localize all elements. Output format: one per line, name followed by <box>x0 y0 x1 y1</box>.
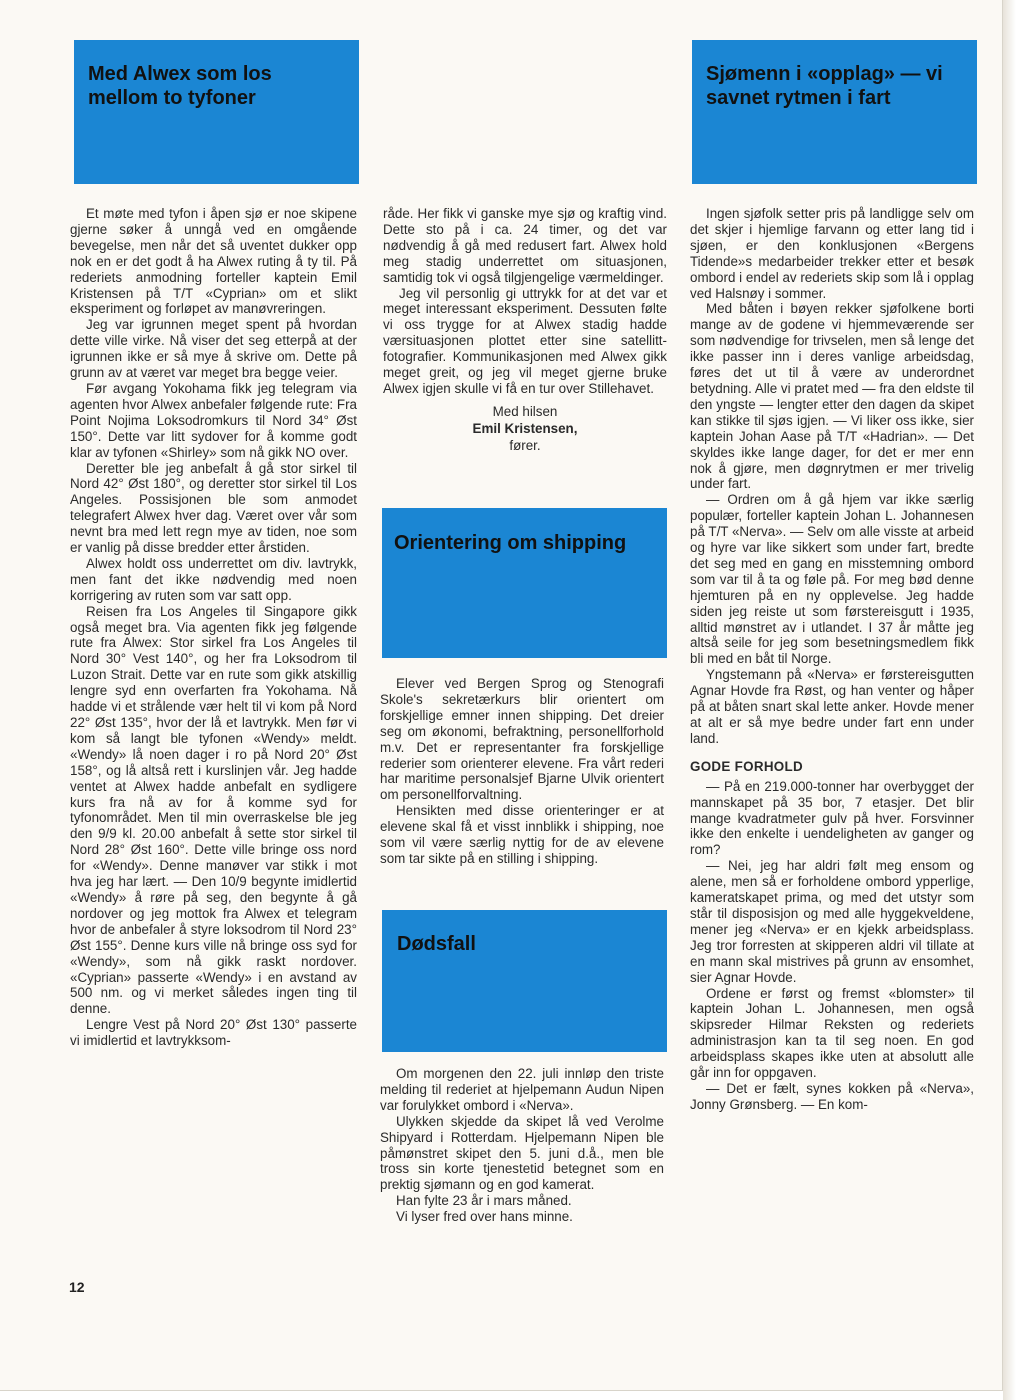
paragraph: Yngstemann på «Nerva» er førstereisgutten Agnar Hovde fra Røst, og han venter og håper på at båten snart skal lette anker. Hovde mener at alt er så mye bedre under fart enn under land. <box>690 667 974 746</box>
paragraph: Elever ved Bergen Sprog og Stenografi Skole's sekretærkurs blir orientert om forskjellige emner innen shipping. Det dreier seg om økonomi, befraktning, personellforhold m.v. Det er representanter fra forskjellige rederier som orienterer elevene. Fra vårt rederi har maritime personalsjef Bjarne Ulvik orientert om personellforvaltning. <box>380 676 664 803</box>
signature-greeting: Med hilsen <box>492 403 558 419</box>
column-1 <box>70 206 357 1049</box>
paragraph: Jeg vil personlig gi uttrykk for at det var et meget interessant eksperiment. Dessuten følte vi oss trygge for at Alwex stadig hadde værsituasjonen plottet etter sine satellitt-fotografier. Kommunikasjonen med Alwex gikk meget greit, og jeg vil meget gjerne bruke Alwex igjen skulle vi få en tur over Stillehavet. <box>383 285 667 396</box>
paragraph: Lengre Vest på Nord 20° Øst 130° passerte vi imidlertid et lavtrykksom- <box>70 1017 357 1049</box>
subheading: GODE FORHOLD <box>690 758 803 774</box>
header-box-alwex <box>74 40 359 184</box>
article-title-orientering: Orientering om shipping <box>394 532 627 554</box>
article-title-sjomenn: Sjømenn i «opplag» — vi savnet rytmen i fart <box>706 63 943 109</box>
paragraph: Reisen fra Los Angeles til Singapore gikk også meget bra. Via agenten fikk jeg følgende rute fra Alwex: Stor sirkel fra Los Angeles til Nord 30° Vest 140°, og her fra Loksodrom til Luzon Strait. Dette var en rute som gikk atskillig lengre syd enn overfarten fra Yokohama. Nå hadde vi et strålende vær helt til vi kom på Nord 22° Øst 135°, hvor der lå et lavtrykk. Men før vi kom så langt ble tyfonen «Wendy» meldt. «Wendy» lå noen dager i ro på Nord 20° Øst 158°, og lå altså rett i kurslinjen vår. Jeg hadde ventet at Alwex hadde anbefalt en sydligere kurs fra nå av for å komme syd for tyfonområdet. Men til min overraskelse ble jeg den 9/9 kl. 20.00 anbefalt å sette stor sirkel til Nord 28° Øst 160°. Dette ville bringe oss nord for «Wendy». Denne manøver var stikk i mot hva jeg har lært. — Den 10/9 begynte imidlertid «Wendy» å røre på seg, den begynte å gå nordover og jeg mottok fra Alwex et telegram hvor de anbefaler å styre loksodrom til Nord 23° Øst 155°. Denne kurs ville nå bringe oss syd for «Wendy», som nå gikk raskt nordover. «Cyprian» passerte «Wendy» i en avstand av 500 nm. og vi merket således ingen ting til denne. <box>70 603 357 1017</box>
page-number: 12 <box>69 1279 85 1295</box>
paragraph: Ulykken skjedde da skipet lå ved Verolme Shipyard i Rotterdam. Hjelpemann Nipen ble påmønstret skipet den 5. juni d.å., men ble tross sin korte tjenestetid betegnet som en prektig sjømann og en god kamerat. <box>380 1113 664 1193</box>
paragraph: Deretter ble jeg anbefalt å gå stor sirkel til Nord 42° Øst 180°, og deretter stor sirkel til Los Angeles. Possisjonen ble som anmodet telegrafert Alwex hver dag. Været over vår som nevnt bra med lett regn mye av tiden, noe som er vanlig på disse bredder etter årstiden. <box>70 460 357 556</box>
signature-name: Emil Kristensen, <box>472 420 578 436</box>
paragraph: Ordene er først og fremst «blomster» til kaptein Johan L. Johannesen, men også skipsreder Hilmar Reksten og rederiets administrasjon kan ta til seg noen. En god arbeidsplass skapes ikke uten at absolutt alle går inn for oppgaven. <box>690 985 974 1081</box>
article-title-alwex: Med Alwex som los mellom to tyfoner <box>88 63 272 109</box>
paragraph: — Nei, jeg har aldri følt meg ensom og alene, men så er forholdene ombord ypperlige, kameratskapet prima, og med det utstyr som står til disposisjon og med alle hyggekveldene, mener jeg «Nerva» er en kjekk arbeidsplass. Jeg tror forresten at skipperen aldri vil tillate at en mann skal mistrives på grunn av ensomhet, sier Agnar Hovde. <box>690 858 974 985</box>
paragraph: Ingen sjøfolk setter pris på landligge selv om det skjer i hjemlige farvann og etter lang tid i sjøen, er den konklusjonen «Bergens Tidende»s medarbeider trekker etter et besøk ombord i endel av rederiets skip som lå i opplag ved Halsnøy i sommer. <box>690 206 974 301</box>
article-title-dodsfall: Dødsfall <box>397 933 476 955</box>
signature <box>383 403 667 454</box>
header-box-sjomenn <box>692 40 977 184</box>
column-2-orientering <box>380 676 664 867</box>
column-2-dodsfall <box>380 1066 664 1225</box>
paragraph: råde. Her fikk vi ganske mye sjø og kraftig vind. Dette sto på i ca. 24 timer, og det var nødvendig å gå med redusert fart. Alwex hold meg stadig underrettet om situasjonen, samtidig tok vi også tilgjengelige værmeldinger. <box>383 206 667 285</box>
column-3 <box>690 206 974 1113</box>
column-2-top <box>383 206 667 454</box>
paragraph: — Det er fælt, synes kokken på «Nerva», Jonny Grønsberg. — En kom- <box>690 1080 974 1112</box>
paragraph: — På en 219.000-tonner har overbygget der mannskapet på 35 bor, 7 etasjer. Det blir mange kvadratmeter gulv på hver. Forsvinner ikke den enkelte i uendeligheten av ganger og rom? <box>690 778 974 858</box>
paragraph: Hensikten med disse orienteringer er at elevene skal få et visst innblikk i shipping, noe som vil være særlig nyttig for de av elevene som tar sikte på en stilling i shipping. <box>380 803 664 866</box>
header-box-dodsfall <box>382 910 667 1052</box>
paragraph: Alwex holdt oss underrettet om div. lavtrykk, men fant det ikke nødvendig med noen korrigering av ruten som var satt opp. <box>70 555 357 603</box>
paragraph: — Ordren om å gå hjem var ikke særlig populær, forteller kaptein Johan L. Johannesen på T/T «Nerva». — Selv om alle visste at arbeid og hyre var like sikkert som under fart, bredte det seg med en gang en misstemning ombord som var til å ta og føle på. For meg bød denne hjemturen på en ny opplevelse. Jeg hadde siden jeg reiste ut som førstereisgutt i 1935, alltid mønstret av i utlandet. I 37 år måtte jeg altså seile for jeg som besetningsmedlem fikk bli med en båt til Norge. <box>690 492 974 667</box>
paragraph: Med båten i bøyen rekker sjøfolkene borti mange av de godene vi hjemmeværende ser som nødvendige for trivselen, men så lenge det ikke passer inn i deres vanlige arbeidsdag, føres det ut til å være av underordnet betydning. Alle vi pratet med — fra den eldste til den yngste — lengter etter den dagen da skipet kan stikke til sjøs igjen. — Vi liker oss ikke, sier kaptein Johan Aase på T/T «Hadrian». — Det skyldes ikke lange dager, for det er mer enn nok å gjøre, men døgnrytmen er mer trivelig under fart. <box>690 301 974 492</box>
paragraph: Vi lyser fred over hans minne. <box>396 1209 573 1225</box>
paragraph: Et møte med tyfon i åpen sjø er noe skipene gjerne søker å unngå ved en omgående bevegelse, men når det så uventet dukker opp nok en er det godt å ha Alwex ruting å ty til. På rederiets anmodning forteller kaptein Emil Kristensen på T/T «Cyprian» om et slikt eksperiment og forløpet av manøvreringen. <box>70 206 357 317</box>
paragraph: Han fylte 23 år i mars måned. <box>396 1193 572 1209</box>
signature-title: fører. <box>509 437 541 453</box>
paragraph: Jeg var igrunnen meget spent på hvordan dette ville virke. Nå viser det seg etterpå at der igrunnen ikke er så mye å skrive om. Dette på grunn av at været var meget bra begge veier. <box>70 317 357 381</box>
paragraph: Før avgang Yokohama fikk jeg telegram via agenten hvor Alwex anbefaler følgende rute: Fra Point Nojima Loksodromkurs til Nord 34° Øst 150°. Dette var litt sydover for å komme godt klar av tyfonen «Shirley» som nå gikk NO over. <box>70 380 357 460</box>
page-edge <box>1003 0 1016 1400</box>
paragraph: Om morgenen den 22. juli innløp den triste melding til rederiet at hjelpemann Audun Nipen var forulykket ombord i «Nerva». <box>380 1066 664 1113</box>
header-box-orientering <box>382 508 667 658</box>
